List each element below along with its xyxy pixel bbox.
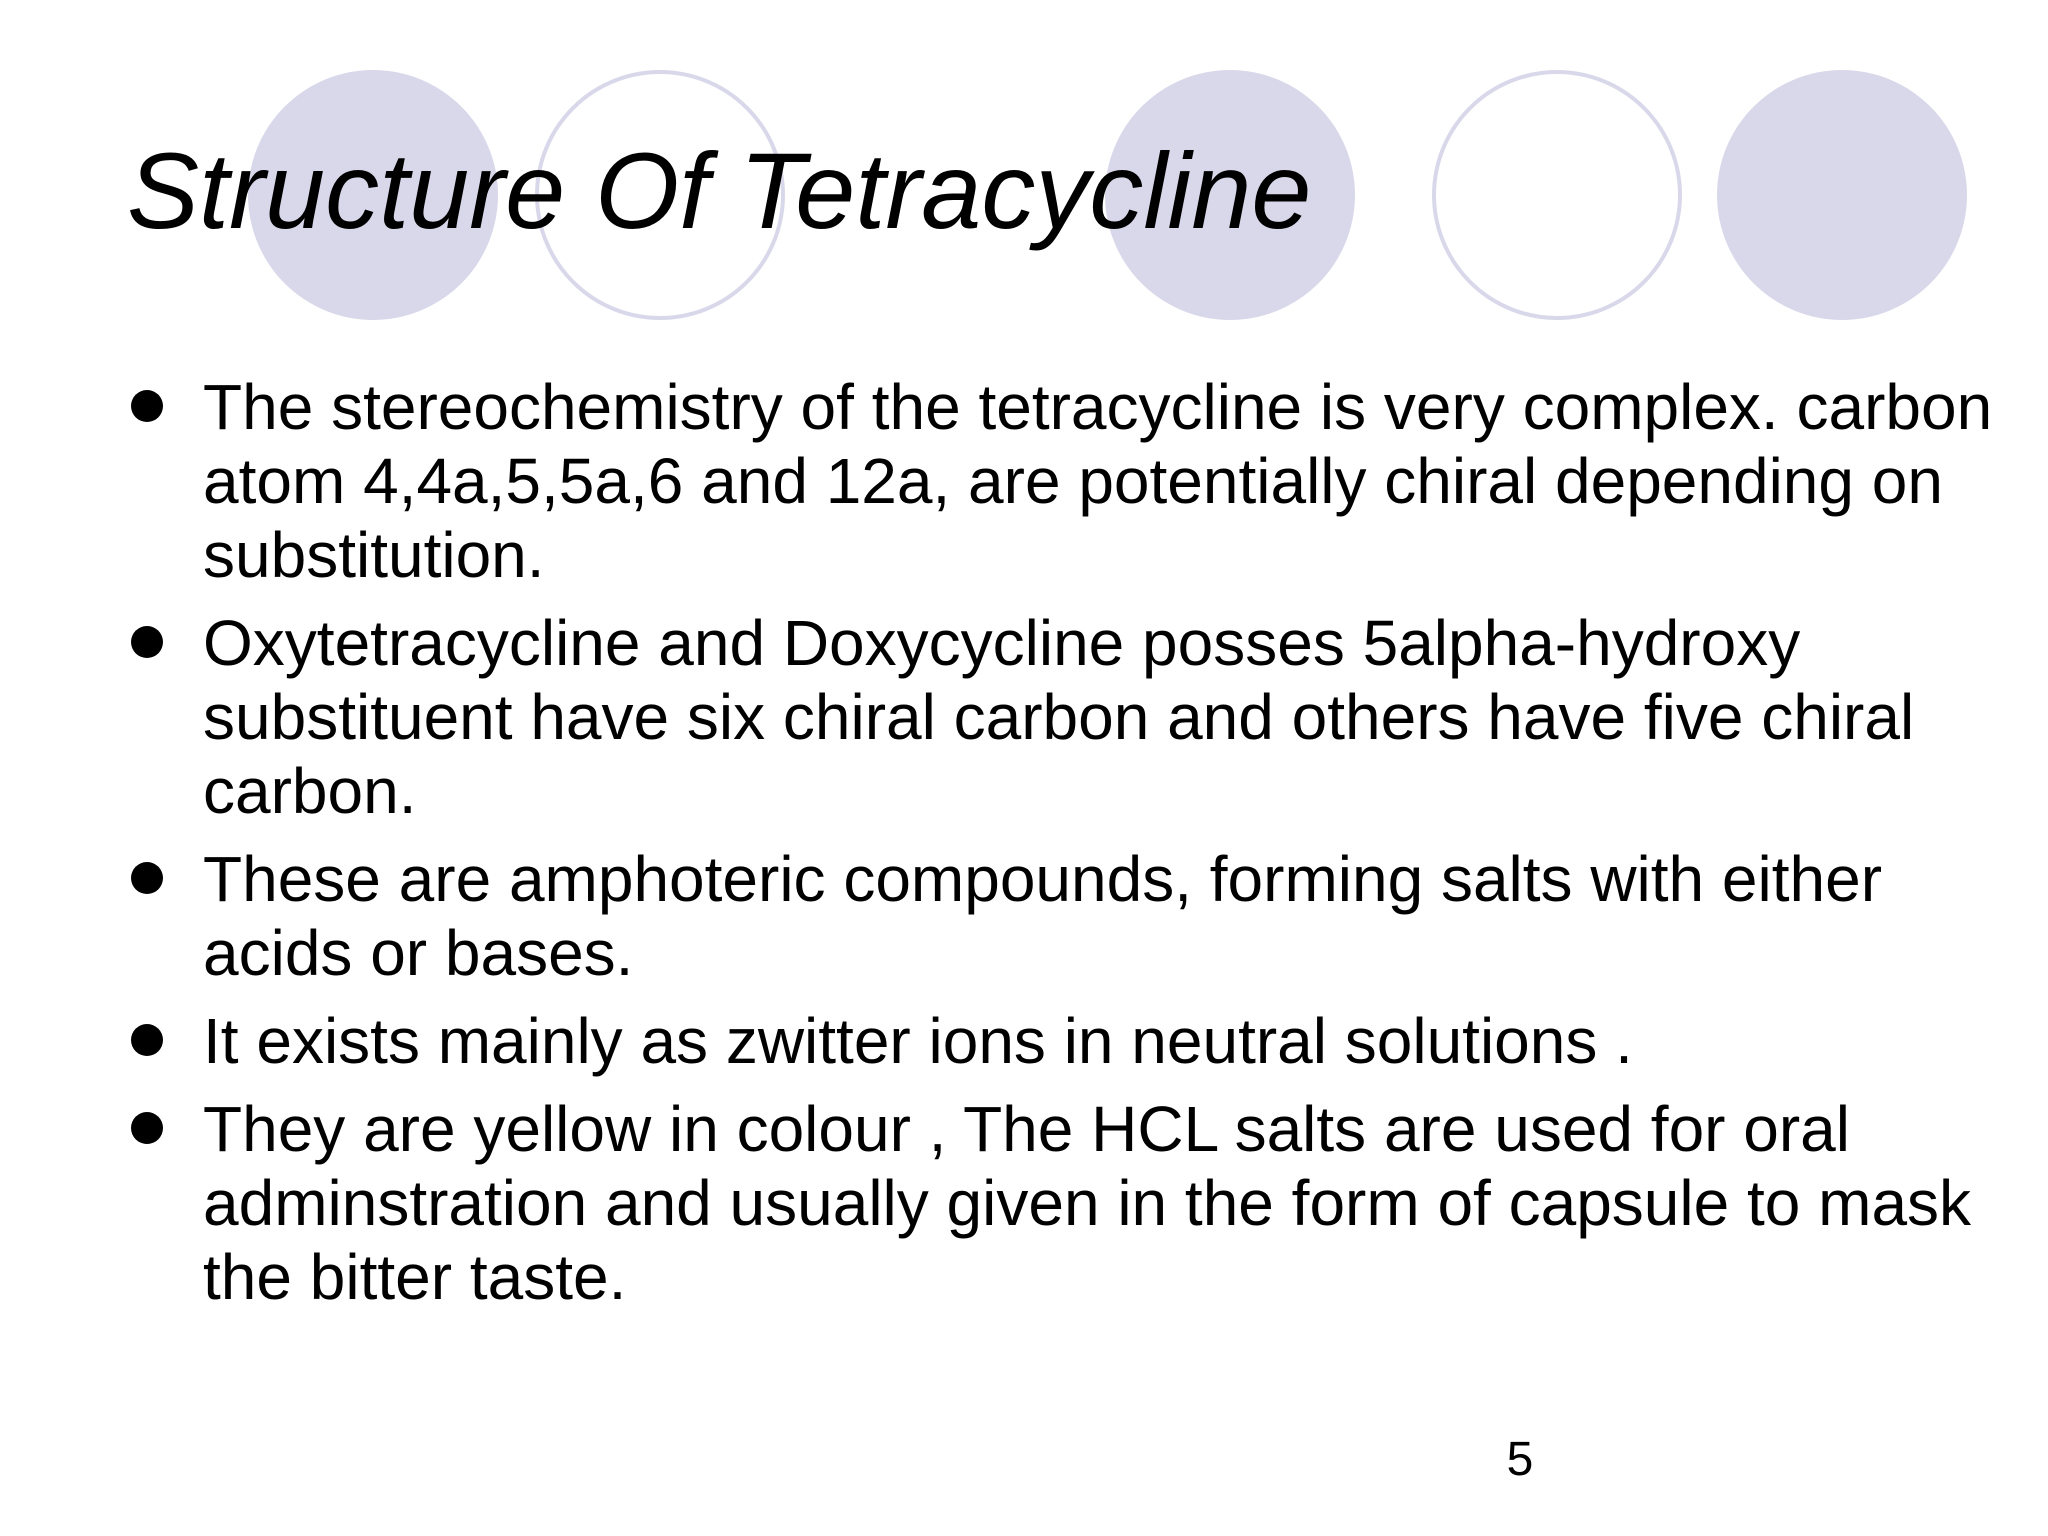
bullet-item (125, 1004, 2005, 1078)
circle-decoration-5 (1717, 70, 1967, 320)
bullet-text: Oxytetracycline and Doxycycline posses 5alpha-hydroxy substituent have six chiral carbon and others have five chiral carbon. (203, 607, 1915, 827)
bullet-icon (131, 626, 163, 658)
bullet-list (125, 370, 2005, 1328)
bullet-text: These are amphoteric compounds, forming salts with either acids or bases. (203, 843, 1882, 989)
bullet-item (125, 1092, 2005, 1314)
bullet-icon (131, 862, 163, 894)
bullet-icon (131, 1024, 163, 1056)
bullet-item (125, 606, 2005, 828)
bullet-text: The stereochemistry of the tetracycline is very complex. carbon atom 4,4a,5,5a,6 and 12a, are potentially chiral depending on substitution. (203, 371, 1993, 591)
bullet-icon (131, 1112, 163, 1144)
bullet-text: It exists mainly as zwitter ions in neutral solutions . (203, 1005, 1633, 1077)
circle-decoration-4 (1432, 70, 1682, 320)
bullet-text: They are yellow in colour , The HCL salts are used for oral adminstration and usually given in the form of capsule to mask the bitter taste. (203, 1093, 1972, 1313)
page-number: 5 (1506, 1433, 1534, 1486)
bullet-item (125, 842, 2005, 990)
bullet-icon (131, 390, 163, 422)
slide-title: Structure Of Tetracycline (127, 130, 1312, 251)
bullet-item (125, 370, 2005, 592)
